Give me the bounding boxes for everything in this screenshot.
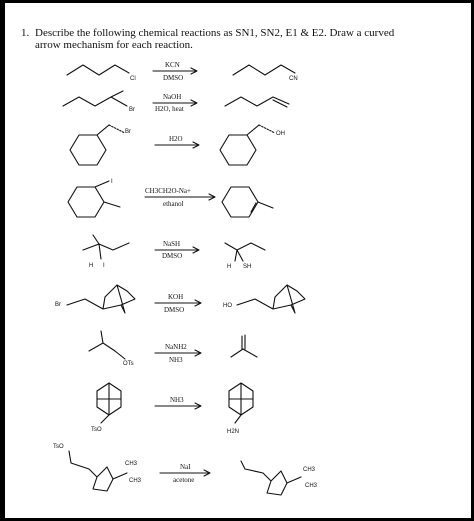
label-ch3-9d: CH3 [305, 483, 318, 489]
label-ch3-9b: CH3 [129, 478, 142, 484]
reagent-5-bottom: DMSO [162, 252, 183, 260]
reagent-7-bottom: NH3 [169, 356, 183, 364]
question-line-2: arrow mechanism for each reaction. [35, 39, 193, 51]
reactant-3 [70, 125, 131, 165]
label-br-3: Br [125, 129, 131, 135]
product-1 [233, 65, 298, 82]
label-br: Br [129, 107, 135, 113]
label-ch3-9c: CH3 [303, 467, 316, 473]
reagent-6-bottom: DMSO [164, 306, 185, 314]
reactant-6 [55, 285, 135, 313]
reagent-8-top: NH3 [170, 396, 184, 404]
reagent-3-top: H2O [169, 135, 183, 143]
reactant-7 [89, 331, 134, 367]
product-8 [227, 383, 253, 435]
reactant-8 [91, 383, 121, 433]
product-6 [223, 285, 305, 313]
label-sh: SH [243, 264, 252, 270]
label-br-6: Br [55, 302, 61, 308]
reagent-1-top: KCN [165, 61, 180, 69]
question-number: 1. [21, 27, 30, 39]
reactant-5 [83, 235, 129, 269]
reagent-9-bottom: acetone [173, 476, 195, 484]
label-i: I [111, 179, 113, 185]
reaction-arrows [145, 68, 215, 476]
product-5 [225, 243, 265, 270]
question-line-1: Describe the following chemical reactions as SN1, SN2, E1 & E2. Draw a curved [35, 27, 395, 39]
reagents [145, 61, 194, 484]
label-h-5: H [89, 263, 94, 269]
reagent-6-top: KOH [168, 293, 184, 301]
product-4 [222, 187, 273, 217]
reagent-7-top: NaNH2 [165, 343, 187, 351]
label-cn: CN [289, 76, 298, 82]
reactant-4 [68, 179, 120, 217]
product-7 [231, 335, 257, 357]
reaction-scheme [5, 3, 471, 518]
label-ho: HO [223, 303, 232, 309]
reactant-2 [63, 91, 135, 113]
label-i-5: I [103, 263, 105, 269]
label-h-5b: H [227, 264, 232, 270]
label-oh: OH [276, 131, 285, 137]
label-h2n: H2N [227, 429, 240, 435]
label-tso-9: TsO [53, 444, 64, 450]
reagent-9-top: NaI [180, 463, 191, 471]
product-9 [241, 461, 318, 495]
label-cl: Cl [130, 76, 136, 82]
product-2 [225, 97, 289, 107]
reagent-2-bottom: H2O, heat [155, 105, 184, 113]
reactant-9 [53, 444, 142, 491]
label-ots: OTs [123, 361, 134, 367]
label-ch3-9a: CH3 [125, 461, 138, 467]
worksheet-page [5, 3, 471, 518]
reagent-5-top: NaSH [163, 240, 181, 248]
product-3 [220, 125, 285, 165]
label-tso-8: TsO [91, 427, 102, 433]
reagent-4-top: CH3CH2O-Na+ [145, 187, 191, 195]
reagent-2-top: NaOH [163, 93, 182, 101]
reagent-1-bottom: DMSO [163, 74, 184, 82]
reagent-4-bottom: ethanol [163, 200, 184, 208]
reactant-1 [67, 65, 136, 82]
